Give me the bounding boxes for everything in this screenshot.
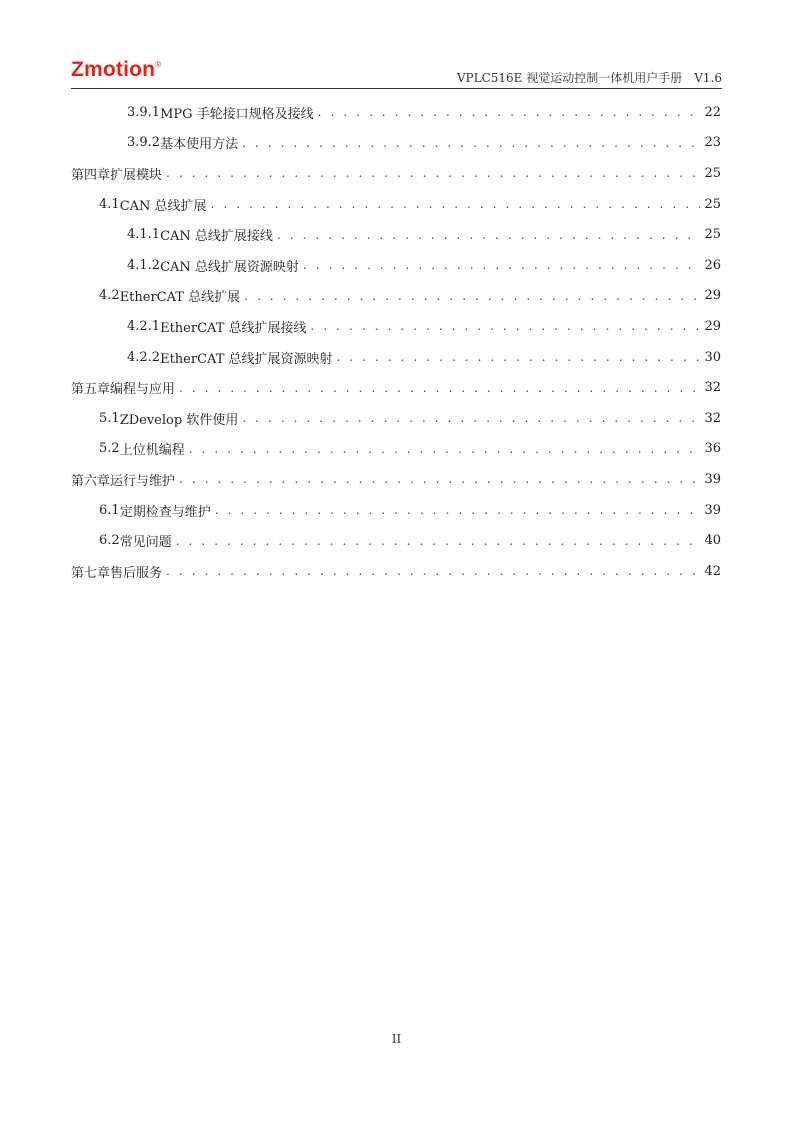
toc-dot-leader [303, 258, 701, 272]
toc-entry-number: 3.9.2 [127, 135, 161, 151]
toc-dot-leader [242, 136, 700, 150]
toc-dot-leader [189, 442, 701, 456]
toc-entry-title: EtherCAT 总线扩展资源映射 [160, 351, 333, 367]
toc-entry-number: 6.1 [99, 502, 120, 518]
toc-entry-title: EtherCAT 总线扩展 [119, 290, 241, 306]
toc-entry-title: 运行与维护 [110, 473, 176, 489]
toc-entry[interactable] [71, 250, 721, 281]
toc-entry-title: ZDevelop 软件使用 [119, 412, 239, 428]
toc-entry-number: 5.2 [99, 441, 120, 457]
toc-entry[interactable] [71, 434, 721, 465]
toc-entry-number: 3.9.1 [127, 104, 161, 120]
toc-entry-title: MPG 手轮接口规格及接线 [160, 106, 314, 122]
toc-dot-leader [166, 564, 700, 578]
toc-entry[interactable] [71, 495, 721, 526]
toc-dot-leader [318, 105, 701, 119]
toc-entry[interactable] [71, 128, 721, 159]
toc-dot-leader [166, 166, 700, 180]
toc-entry-page: 23 [704, 135, 721, 151]
toc-entry-number: 6.2 [99, 533, 120, 549]
toc-entry-page: 30 [704, 349, 721, 365]
toc-entry[interactable] [71, 403, 721, 434]
toc-entry[interactable] [71, 281, 721, 312]
toc-entry[interactable] [71, 525, 721, 556]
toc-entry[interactable] [71, 464, 721, 495]
toc-entry-page: 32 [704, 380, 721, 396]
toc-entry-title: 上位机编程 [119, 443, 185, 459]
toc-entry-number: 第五章 [71, 382, 111, 398]
toc-entry-number: 4.1.2 [127, 257, 161, 273]
toc-entry-page: 39 [704, 502, 721, 518]
table-of-contents [71, 97, 721, 587]
toc-entry-title: 常见问题 [119, 535, 172, 551]
toc-dot-leader [277, 228, 701, 242]
toc-entry-title: CAN 总线扩展 [119, 198, 207, 214]
toc-entry-page: 39 [704, 471, 721, 487]
toc-entry-page: 36 [704, 441, 721, 457]
toc-dot-leader [242, 411, 700, 425]
toc-entry[interactable] [71, 219, 721, 250]
toc-entry-page: 32 [704, 410, 721, 426]
toc-entry-number: 4.1.1 [127, 227, 161, 243]
toc-dot-leader [337, 350, 701, 364]
toc-entry-number: 4.2.1 [127, 318, 161, 334]
toc-entry-page: 26 [704, 257, 721, 273]
toc-entry-number: 第四章 [71, 167, 111, 183]
toc-entry[interactable] [71, 189, 721, 220]
toc-dot-leader [244, 289, 700, 303]
toc-entry-number: 5.1 [99, 410, 120, 426]
toc-entry-title: 定期检查与维护 [119, 504, 211, 520]
toc-entry-page: 25 [704, 196, 721, 212]
toc-dot-leader [176, 534, 701, 548]
toc-entry-title: EtherCAT 总线扩展接线 [160, 320, 307, 336]
toc-entry[interactable] [71, 372, 721, 403]
logo-text: Zmotion [71, 58, 156, 81]
toc-entry-number: 第七章 [71, 565, 111, 581]
toc-entry[interactable] [71, 556, 721, 587]
toc-entry-page: 22 [704, 104, 721, 120]
toc-entry-number: 第六章 [71, 473, 111, 489]
toc-dot-leader [215, 503, 701, 517]
toc-entry-page: 40 [704, 533, 721, 549]
toc-entry-title: CAN 总线扩展资源映射 [160, 259, 299, 275]
toc-entry[interactable] [71, 311, 721, 342]
toc-entry-number: 4.2 [99, 288, 120, 304]
toc-dot-leader [311, 319, 701, 333]
toc-entry-title: 编程与应用 [110, 382, 176, 398]
zmotion-logo [71, 58, 161, 82]
toc-entry[interactable] [71, 97, 721, 128]
toc-entry-page: 42 [704, 563, 721, 579]
toc-entry-page: 29 [704, 318, 721, 334]
toc-entry-number: 4.1 [99, 196, 120, 212]
toc-dot-leader [179, 381, 700, 395]
toc-entry-page: 25 [704, 227, 721, 243]
toc-dot-leader [211, 197, 701, 211]
toc-entry-number: 4.2.2 [127, 349, 161, 365]
toc-entry[interactable] [71, 158, 721, 189]
document-title: VPLC516E 视觉运动控制一体机用户手册 V1.6 [456, 71, 722, 85]
toc-entry-title: 扩展模块 [110, 167, 163, 183]
registered-mark: ® [155, 60, 162, 69]
toc-entry-page: 25 [704, 165, 721, 181]
toc-dot-leader [179, 472, 700, 486]
page-number: II [391, 1032, 402, 1046]
toc-entry-page: 29 [704, 288, 721, 304]
header-divider [71, 88, 722, 89]
toc-entry-title: 售后服务 [110, 565, 163, 581]
toc-entry[interactable] [71, 342, 721, 373]
toc-entry-title: CAN 总线扩展接线 [160, 229, 273, 245]
toc-entry-title: 基本使用方法 [160, 137, 239, 153]
